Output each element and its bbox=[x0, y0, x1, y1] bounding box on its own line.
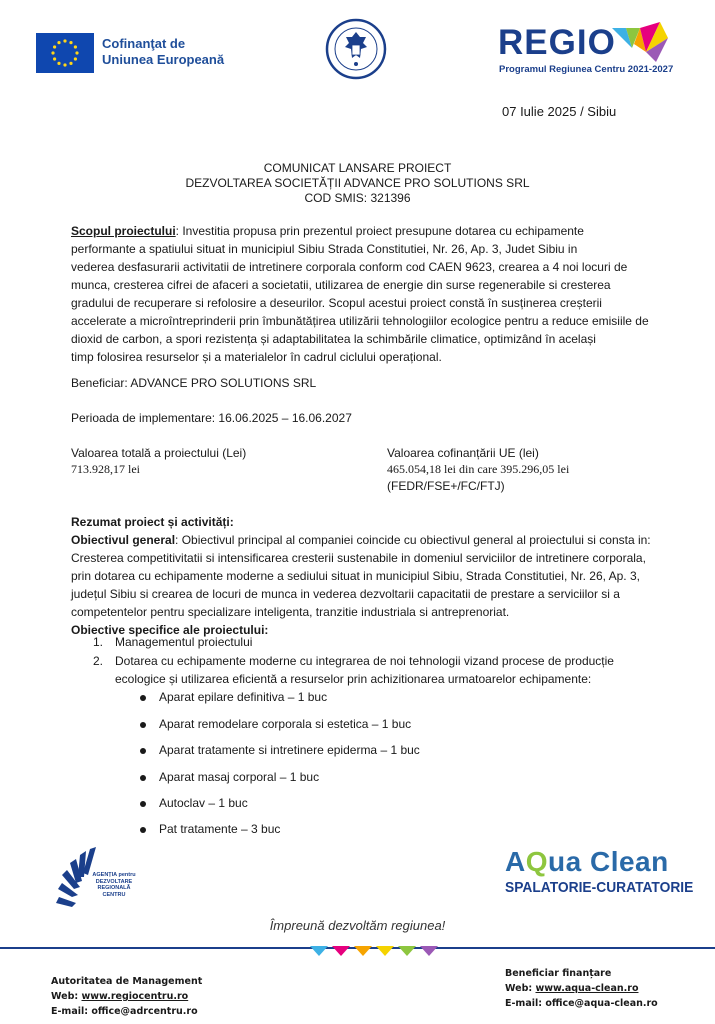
list-item-text: Aparat masaj corporal – 1 buc bbox=[159, 770, 320, 784]
eu-funds-note: (FEDR/FSE+/FC/FTJ) bbox=[387, 479, 505, 493]
eu-flag-logo bbox=[36, 33, 94, 73]
document-date: 07 Iulie 2025 / Sibiu bbox=[502, 104, 617, 119]
project-scope-paragraph bbox=[71, 222, 681, 366]
beneficiary-title: Beneficiar finanțare bbox=[505, 968, 612, 979]
implementation-period: Perioada de implementare: 16.06.2025 – 16.06.2027 bbox=[71, 411, 352, 425]
beneficiary-contact bbox=[505, 966, 658, 1011]
general-objective-line: Cresterea competitivitatii si intensificarea cresterii sustenabile in domeniul serviciilor de intretinere corporala, bbox=[71, 551, 646, 565]
scope-line: gradului de recuperare si refolosire a deseurilor. Scopul acestui proiect constă în susținerea creșterii bbox=[71, 296, 602, 310]
general-objective-label: Obiectivul general bbox=[71, 533, 176, 547]
regio-triangle-mark-icon bbox=[612, 22, 668, 62]
scope-line: dioxid de carbon, a spori rezistența și adaptabilitatea la schimbările climatice, optimizând în același bbox=[71, 332, 596, 346]
numbered-item bbox=[93, 654, 614, 668]
scope-line: vederea desfasurarii activitatii de intretinere corporala conform cod CAEN 9623, crearea a 4 noi locuri de bbox=[71, 260, 628, 274]
managing-authority-email[interactable]: E-mail: office@adrcentru.ro bbox=[51, 1006, 198, 1017]
list-item-text: Autoclav – 1 buc bbox=[159, 796, 248, 810]
item-text: Dotarea cu echipamente moderne cu integrarea de noi tehnologii vizand procese de producție bbox=[115, 654, 614, 668]
scope-line: : Investitia propusa prin prezentul proiect presupune dotarea cu echipamente bbox=[175, 224, 584, 238]
adr-text-line: DEZVOLTARE bbox=[95, 878, 133, 885]
equipment-list bbox=[140, 690, 540, 840]
summary-heading: Rezumat proiect și activități: bbox=[71, 515, 234, 529]
numbered-item bbox=[93, 635, 252, 649]
beneficiary-email[interactable]: E-mail: office@aqua-clean.ro bbox=[505, 998, 658, 1009]
bullet-icon bbox=[140, 722, 146, 728]
aqua-clean-website-link[interactable]: www.aqua-clean.ro bbox=[535, 983, 639, 994]
scope-line: accelerate a microîntreprinderii prin îmbunătățirea utilizării tehnologiilor ecologice pentru a reduce emisiile de bbox=[71, 314, 649, 328]
item-number: 2. bbox=[93, 654, 104, 668]
project-summary-section bbox=[71, 513, 691, 639]
aqua-clean-subtitle: SPALATORIE-CURATATORIE bbox=[505, 879, 694, 896]
document-title bbox=[0, 161, 715, 206]
adr-text-line: AGENȚIA pentru bbox=[92, 872, 136, 878]
list-item-text: Pat tratamente – 3 buc bbox=[159, 822, 281, 836]
eu-line-2: Uniunea Europeană bbox=[102, 52, 225, 67]
beneficiary-line: Beneficiar: ADVANCE PRO SOLUTIONS SRL bbox=[71, 376, 317, 390]
scope-line: munca, cresterea cifrei de afaceri a societatii, utilizarea de energie din surse regenerabile si cresterea bbox=[71, 278, 611, 292]
total-value-amount: 713.928,17 lei bbox=[71, 462, 140, 476]
general-objective-line: prin dotarea cu echipamente moderne a sediului situat in municipiul Sibiu, Strada Constitutiei, Nr. 26, Ap. 3, bbox=[71, 569, 640, 583]
item-text: Managementul proiectului bbox=[115, 635, 253, 649]
title-line-1: COMUNICAT LANSARE PROIECT bbox=[263, 161, 452, 175]
bullet-icon bbox=[140, 801, 146, 807]
total-value-label: Valoarea totală a proiectului (Lei) bbox=[71, 446, 247, 460]
eu-cofinance-text bbox=[102, 36, 224, 68]
list-item-text: Aparat epilare definitiva – 1 buc bbox=[159, 690, 328, 704]
scope-line: timp folosirea resurselor și a materialelor în cadrul ciclului operațional. bbox=[71, 350, 442, 364]
managing-authority-title: Autoritatea de Management bbox=[51, 976, 203, 987]
bullet-icon bbox=[140, 775, 146, 781]
managing-authority-contact bbox=[51, 974, 202, 1019]
list-item-text: Aparat tratamente si intretinere epiderma – 1 buc bbox=[159, 743, 420, 757]
aqua-logo-q: Q bbox=[525, 846, 549, 877]
aqua-logo-a: A bbox=[505, 846, 526, 877]
color-triangles-decoration bbox=[310, 943, 440, 953]
eu-line-1: Cofinanţat de bbox=[102, 36, 186, 51]
title-line-2: DEZVOLTAREA SOCIETĂȚII ADVANCE PRO SOLUTIONS SRL bbox=[185, 176, 530, 190]
eu-value-amount: 465.054,18 lei din care 395.296,05 lei bbox=[387, 462, 570, 476]
numbered-item-continuation: ecologice și utilizarea eficientă a resurselor prin achizitionarea urmatoarelor echipamente: bbox=[115, 672, 592, 686]
list-item-text: Aparat remodelare corporala si estetica – 1 buc bbox=[159, 717, 412, 731]
general-objective-line: județul Sibiu si crearea de locuri de munca in vederea dezvoltarii capacitatii de prestare a serviciilor si a bbox=[71, 587, 620, 601]
item-number: 1. bbox=[93, 635, 104, 649]
adr-text-line: REGIONALĂ bbox=[97, 885, 131, 891]
regiocentru-website-link[interactable]: www.regiocentru.ro bbox=[81, 991, 189, 1002]
bullet-icon bbox=[140, 695, 146, 701]
aqua-clean-logo bbox=[505, 846, 669, 878]
regio-logo-word: REGIO bbox=[498, 23, 616, 62]
eu-value-label: Valoarea cofinanțării UE (lei) bbox=[387, 446, 539, 460]
bullet-icon bbox=[140, 748, 146, 754]
romanian-government-seal-logo bbox=[325, 18, 387, 80]
adr-text-line: CENTRU bbox=[102, 891, 126, 898]
specific-objectives-heading: Obiective specifice ale proiectului: bbox=[71, 623, 269, 637]
web-label: Web: bbox=[51, 991, 82, 1002]
bullet-icon bbox=[140, 827, 146, 833]
general-objective-line: : Obiectivul principal al companiei coincide cu obiectivul general al proiectului si consta in: bbox=[175, 533, 651, 547]
regio-program-subtitle: Programul Regiunea Centru 2021-2027 bbox=[499, 64, 674, 75]
regio-slogan: Împreună dezvoltăm regiunea! bbox=[269, 918, 446, 933]
general-objective-line: competentelor pentru specializare inteligenta, tranzitie industriala si antreprenoriat. bbox=[71, 605, 510, 619]
title-smis-code: COD SMIS: 321396 bbox=[304, 191, 411, 205]
scope-line: performante a spatiului situat in municipiul Sibiu Strada Constitutiei, Nr. 26, Ap. 3, Judet Sibiu in bbox=[71, 242, 578, 256]
aqua-logo-rest: ua Clean bbox=[548, 846, 669, 877]
web-label: Web: bbox=[505, 983, 536, 994]
adr-centru-logo-text bbox=[86, 872, 142, 898]
scope-label: Scopul proiectului bbox=[71, 224, 176, 238]
